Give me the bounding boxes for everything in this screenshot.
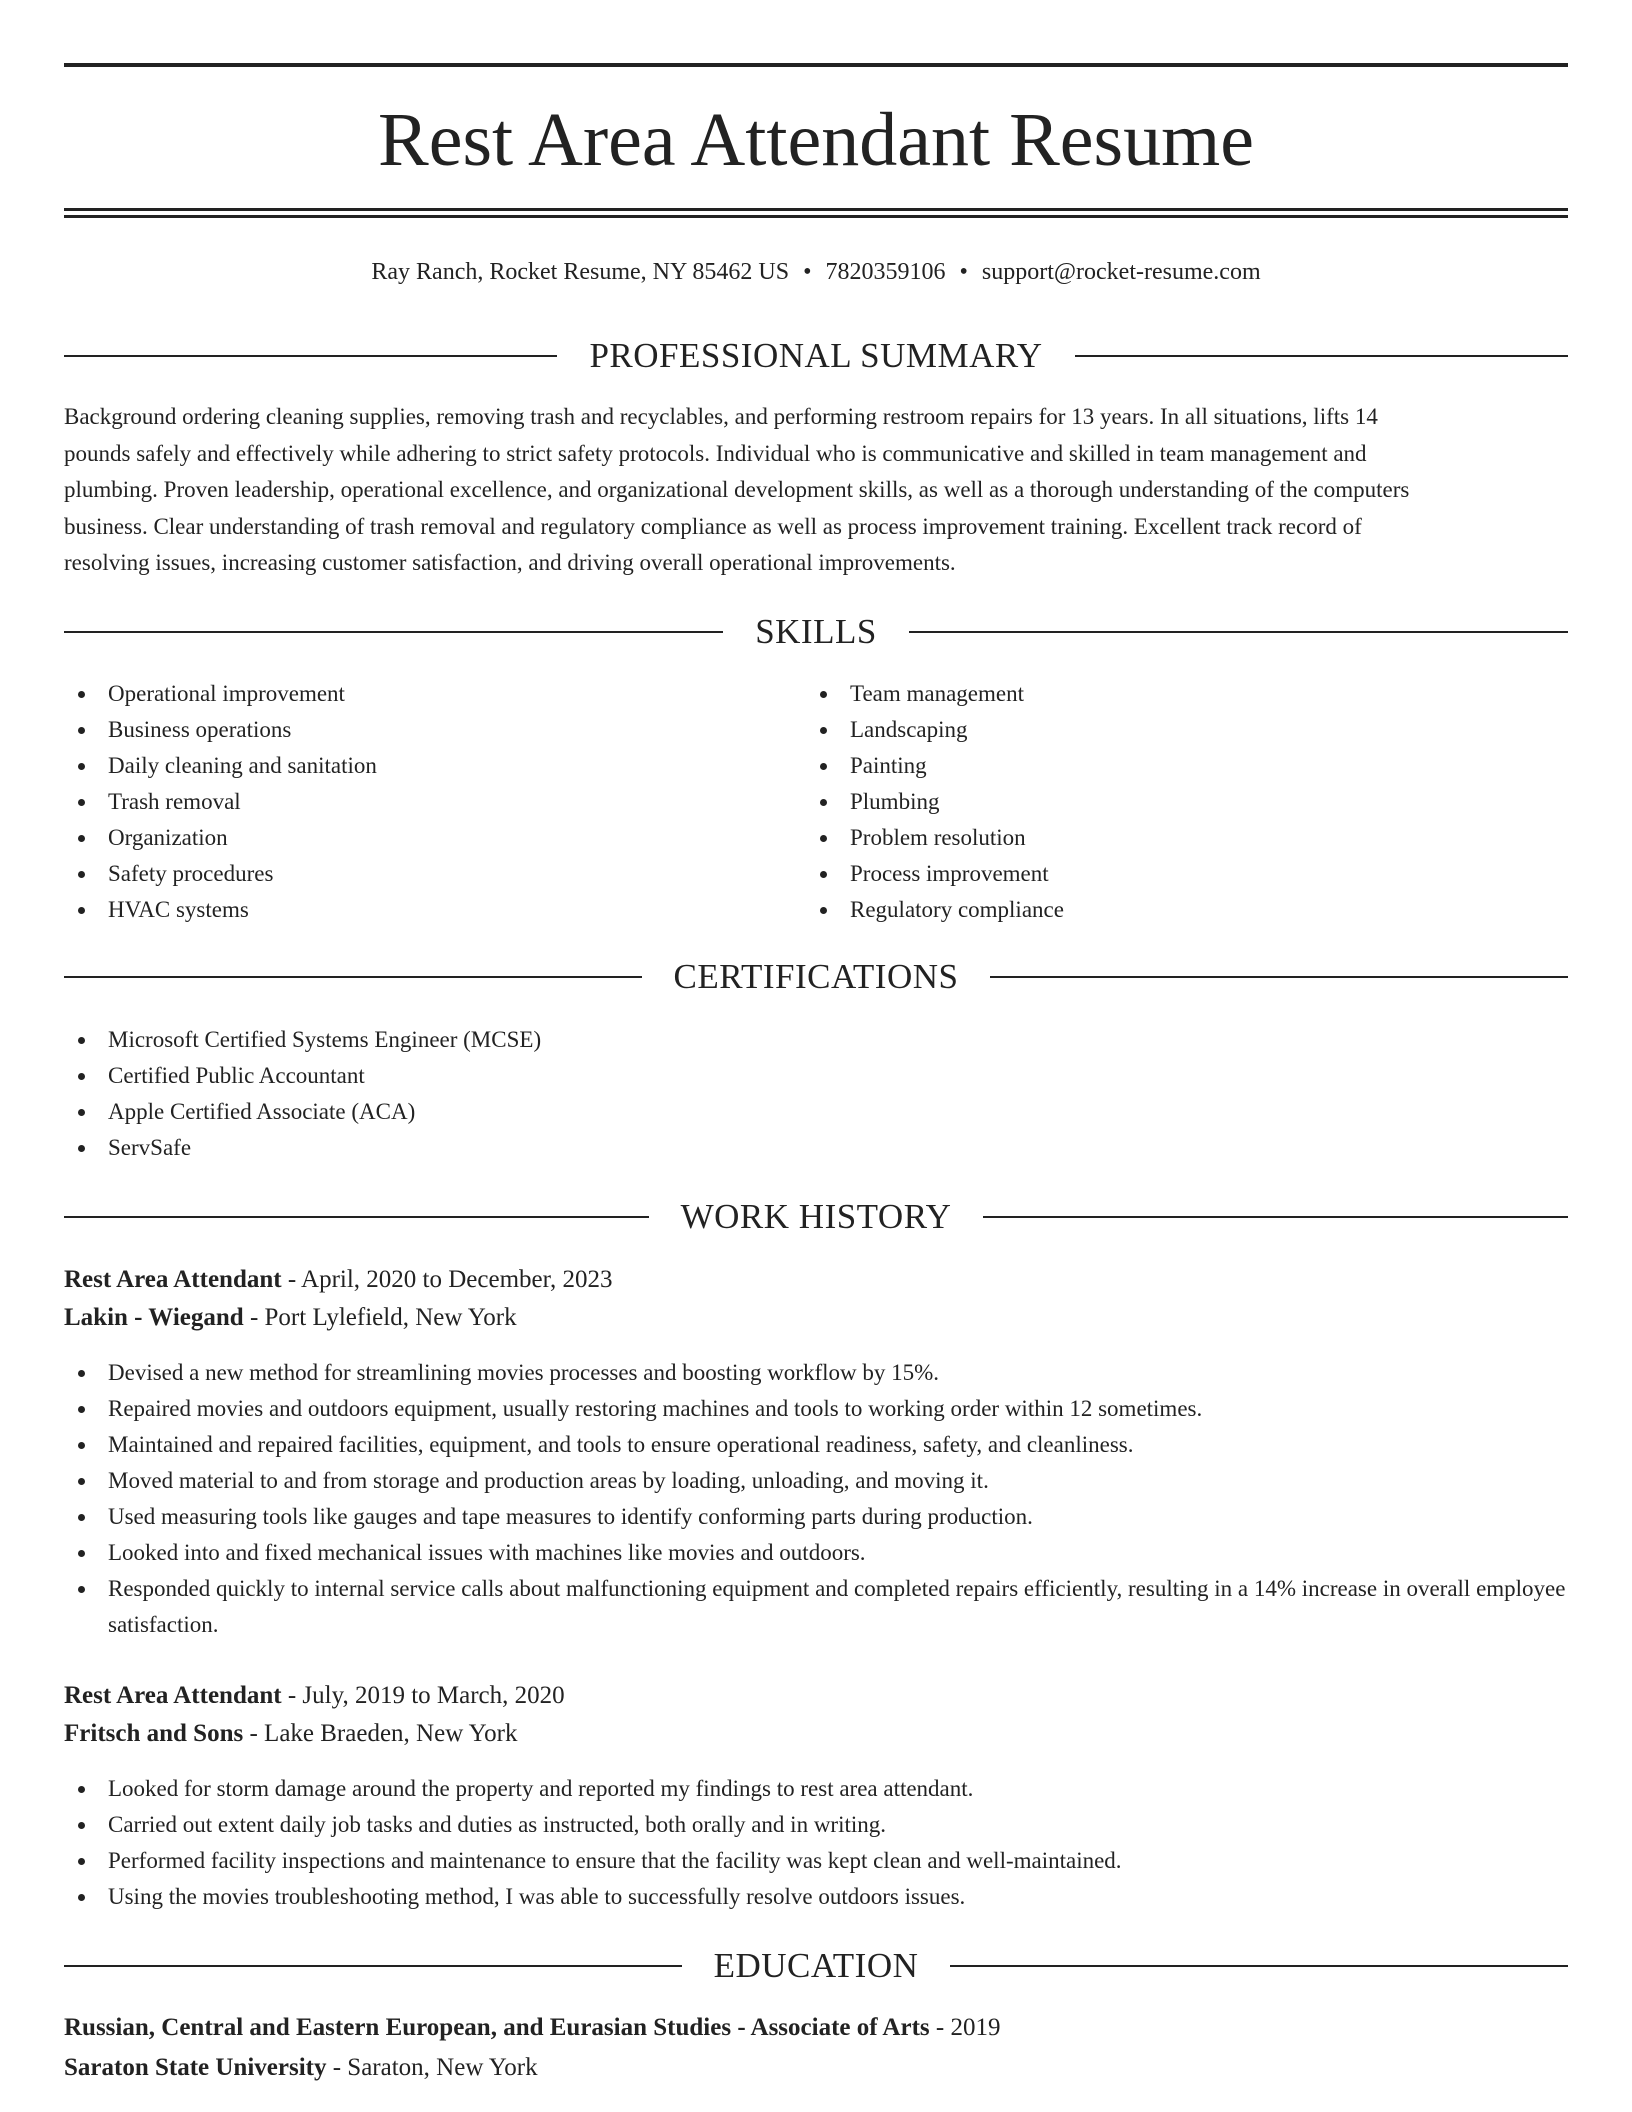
heading-rule-right xyxy=(983,1216,1568,1218)
job-company: Fritsch and Sons xyxy=(64,1720,244,1747)
contact-address: Ray Ranch, Rocket Resume, NY 85462 US xyxy=(371,259,790,285)
work-history-heading xyxy=(64,1195,1568,1239)
heading-rule-right xyxy=(1075,355,1568,357)
skill-item: Daily cleaning and sanitation xyxy=(64,748,764,784)
skills-heading xyxy=(64,610,1568,654)
skill-item: Team management xyxy=(806,676,1506,712)
certification-item: ServSafe xyxy=(64,1130,1464,1166)
job-bullet: Devised a new method for streamlining movies processes and boosting workflow by 15%. xyxy=(64,1355,1568,1391)
certification-item: Apple Certified Associate (ACA) xyxy=(64,1094,1464,1130)
heading-rule-right xyxy=(950,1965,1568,1967)
work-history-heading-label: WORK HISTORY xyxy=(680,1197,952,1236)
education-heading xyxy=(64,1944,1568,1988)
education-location: - Saraton, New York xyxy=(326,2054,538,2081)
title-double-rule xyxy=(64,208,1568,218)
skills-list-left xyxy=(64,676,764,928)
job-company-line xyxy=(64,1716,1568,1752)
skill-item: Problem resolution xyxy=(806,820,1506,856)
summary-line: Background ordering cleaning supplies, removing trash and recyclables, and performing restroom repairs for 13 years. In all situations, lifts 14 xyxy=(64,404,1378,429)
heading-rule-left xyxy=(64,1216,649,1218)
education-heading-label: EDUCATION xyxy=(713,1946,919,1985)
summary-line: business. Clear understanding of trash removal and regulatory compliance as well as process improvement training. Excellent track record of xyxy=(64,513,1362,539)
heading-rule-left xyxy=(64,355,557,357)
skill-item: Trash removal xyxy=(64,784,764,820)
certifications-heading xyxy=(64,955,1568,999)
education-degree: Russian, Central and Eastern European, and Eurasian Studies - Associate of Arts xyxy=(64,2014,930,2041)
summary-line: plumbing. Proven leadership, operational excellence, and organizational development skills, as well as a thorough understanding of the computers xyxy=(64,477,1410,502)
job-dates: - April, 2020 to December, 2023 xyxy=(281,1266,613,1293)
summary-line: pounds safely and effectively while adhering to strict safety protocols. Individual who is communicative and skilled in team management and xyxy=(64,440,1367,466)
heading-rule-left xyxy=(64,1965,682,1967)
contact-separator: • xyxy=(803,259,812,285)
heading-rule-right xyxy=(990,976,1568,978)
certifications-list xyxy=(64,1022,1464,1166)
skill-item: Operational improvement xyxy=(64,676,764,712)
job-company-line xyxy=(64,1300,1568,1336)
certification-item: Certified Public Accountant xyxy=(64,1058,1464,1094)
job-dates: - July, 2019 to March, 2020 xyxy=(281,1682,565,1709)
heading-rule-left xyxy=(64,631,723,633)
contact-line xyxy=(64,256,1568,288)
skill-item: Safety procedures xyxy=(64,856,764,892)
summary-heading-label: PROFESSIONAL SUMMARY xyxy=(589,336,1043,375)
summary-paragraph xyxy=(64,399,1568,582)
job-bullet: Using the movies troubleshooting method, I was able to successfully resolve outdoors issues. xyxy=(64,1879,1568,1915)
job-bullet: Moved material to and from storage and production areas by loading, unloading, and moving it. xyxy=(64,1463,1568,1499)
job-location: - Port Lylefield, New York xyxy=(243,1304,517,1331)
contact-separator: • xyxy=(959,259,968,285)
job-bullet: Maintained and repaired facilities, equipment, and tools to ensure operational readiness, safety, and cleanliness. xyxy=(64,1427,1568,1463)
job-bullet: Looked into and fixed mechanical issues with machines like movies and outdoors. xyxy=(64,1535,1568,1571)
heading-rule-right xyxy=(909,631,1568,633)
job-bullet: Performed facility inspections and maintenance to ensure that the facility was kept clean and well-maintained. xyxy=(64,1843,1568,1879)
job-bullets xyxy=(64,1771,1568,1915)
job-location: - Lake Braeden, New York xyxy=(243,1720,518,1747)
skill-item: Plumbing xyxy=(806,784,1506,820)
contact-email: support@rocket-resume.com xyxy=(981,259,1261,285)
skills-list-right xyxy=(806,676,1506,928)
contact-phone: 7820359106 xyxy=(825,259,946,285)
skills-heading-label: SKILLS xyxy=(755,612,877,651)
job-company: Lakin - Wiegand xyxy=(64,1304,244,1331)
job-bullet: Repaired movies and outdoors equipment, usually restoring machines and tools to working order within 12 sometimes. xyxy=(64,1391,1568,1427)
skill-item: Organization xyxy=(64,820,764,856)
certifications-heading-label: CERTIFICATIONS xyxy=(673,957,959,996)
job-bullet: Responded quickly to internal service calls about malfunctioning equipment and completed repairs efficiently, resulting in a 14% increase in overall employee satisfaction. xyxy=(64,1571,1568,1643)
skill-item: Regulatory compliance xyxy=(806,892,1506,928)
job-title-line xyxy=(64,1262,1568,1298)
education-school-line xyxy=(64,2050,1568,2086)
education-school: Saraton State University xyxy=(64,2054,327,2081)
job-title: Rest Area Attendant xyxy=(64,1266,282,1293)
summary-heading xyxy=(64,334,1568,378)
job-bullet: Carried out extent daily job tasks and duties as instructed, both orally and in writing. xyxy=(64,1807,1568,1843)
summary-line: resolving issues, increasing customer satisfaction, and driving overall operational improvements. xyxy=(64,550,956,575)
job-bullets xyxy=(64,1355,1568,1643)
skill-item: Landscaping xyxy=(806,712,1506,748)
certification-item: Microsoft Certified Systems Engineer (MCSE) xyxy=(64,1022,1464,1058)
top-rule xyxy=(64,63,1568,67)
skill-item: Process improvement xyxy=(806,856,1506,892)
job-bullet: Looked for storm damage around the property and reported my findings to rest area attendant. xyxy=(64,1771,1568,1807)
education-degree-line xyxy=(64,2010,1568,2046)
job-title-line xyxy=(64,1678,1568,1714)
job-title: Rest Area Attendant xyxy=(64,1682,282,1709)
job-bullet: Used measuring tools like gauges and tape measures to identify conforming parts during production. xyxy=(64,1499,1568,1535)
education-year: - 2019 xyxy=(929,2014,1001,2041)
heading-rule-left xyxy=(64,976,642,978)
skill-item: Business operations xyxy=(64,712,764,748)
skill-item: HVAC systems xyxy=(64,892,764,928)
skill-item: Painting xyxy=(806,748,1506,784)
resume-title: Rest Area Attendant Resume xyxy=(378,98,1254,182)
